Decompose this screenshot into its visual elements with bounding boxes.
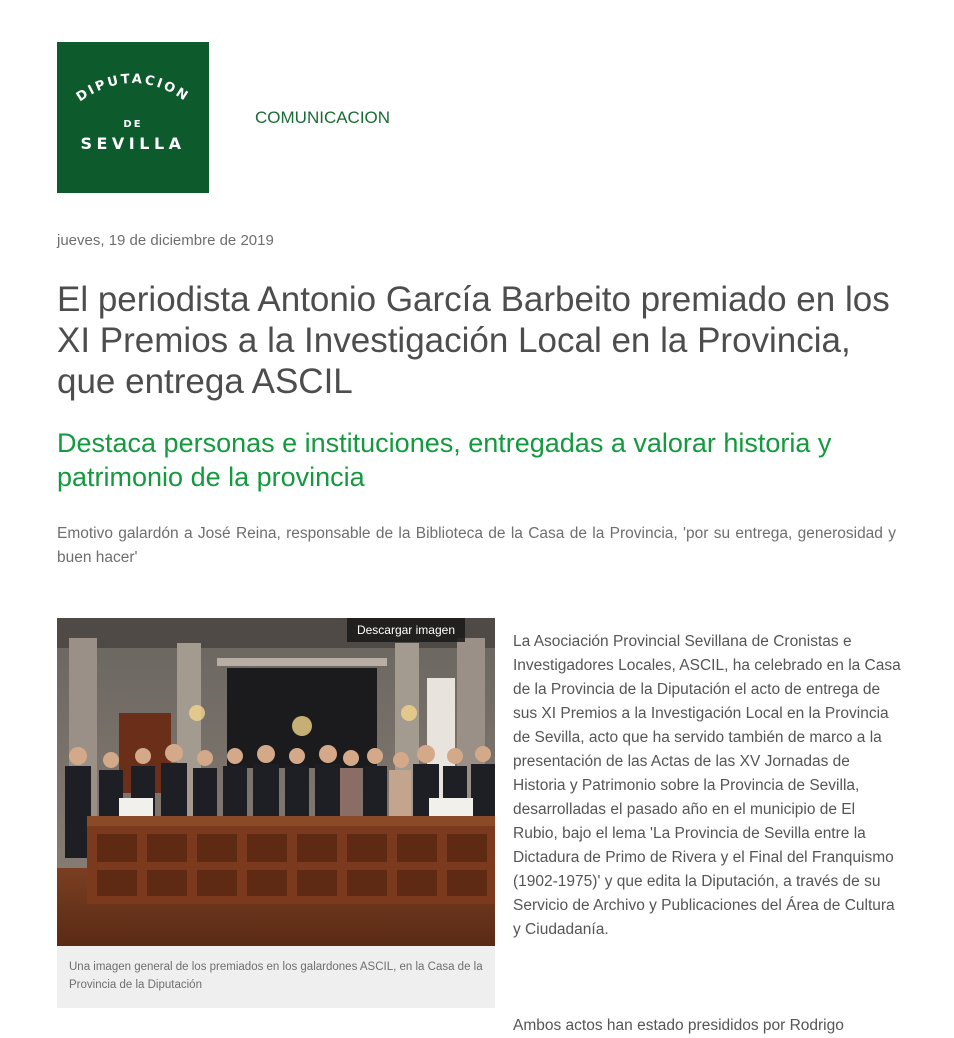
- article-date: jueves, 19 de diciembre de 2019: [57, 232, 274, 249]
- article-paragraph-2: Ambos actos han estado presididos por Rodrigo: [513, 1017, 844, 1034]
- logo-line-2: DE: [123, 119, 143, 130]
- logo-line-1: DIPUTACION: [73, 71, 193, 106]
- diputacion-sevilla-logo[interactable]: [57, 42, 209, 193]
- article-paragraph-1: La Asociación Provincial Sevillana de Cronistas e Investigadores Locales, ASCIL, ha celebrado en la Casa de la Provincia de la Diputación el acto de entrega de sus XI Premios a la Investigación Local en la Provincia de Sevilla, acto que ha servido también de marco a la presentación de las Actas de las XV Jornadas de Historia y Patrimonio sobre la Provincia de Sevilla, desarrolladas el pasado año en el municipio de El Rubio, bajo el lema 'La Provincia de Sevilla entre la Dictadura de Primo de Rivera y el Final del Franquismo (1902-1975)' y que edita la Diputación, a través de su Servicio de Archivo y Publicaciones del Área de Cultura y Ciudadanía.: [513, 633, 901, 938]
- article-title: El periodista Antonio García Barbeito premiado en los XI Premios a la Investigación Local en la Provincia, que entrega ASCIL: [57, 280, 890, 401]
- article-subtitle: Destaca personas e instituciones, entregadas a valorar historia y patrimonio de la provincia: [57, 428, 832, 492]
- svg-text:DIPUTACION: [74, 72, 192, 105]
- article-figure: [57, 618, 495, 1008]
- logo-graphic: [57, 42, 209, 193]
- article-photo[interactable]: [57, 618, 495, 946]
- section-label: COMUNICACION: [255, 108, 391, 127]
- logo-line-3: SEVILLA: [80, 134, 186, 153]
- page-header: [57, 42, 897, 194]
- article-lead: Emotivo galardón a José Reina, responsable de la Biblioteca de la Casa de la Provincia, 'por su entrega, generosidad y buen hacer': [57, 525, 896, 566]
- download-image-button[interactable]: Descargar imagen: [347, 618, 465, 642]
- image-caption: Una imagen general de los premiados en los galardones ASCIL, en la Casa de la Provincia de la Diputación: [69, 961, 483, 991]
- award-ceremony-photo: [57, 618, 495, 946]
